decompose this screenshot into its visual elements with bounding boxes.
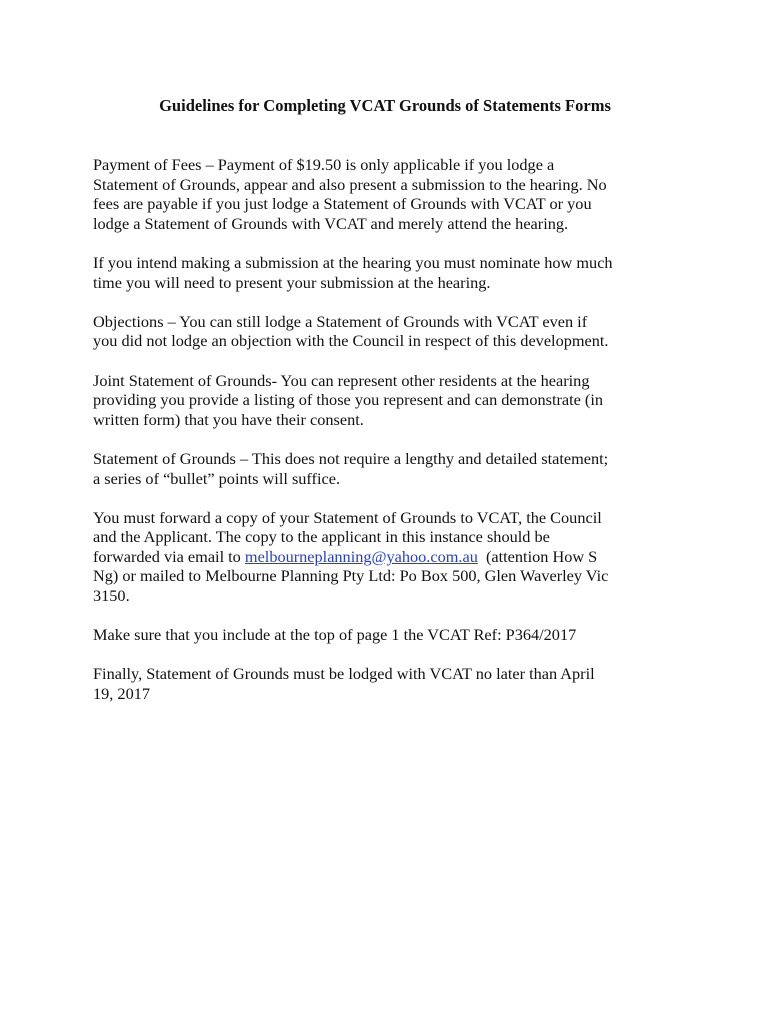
forward-line-3-after: (attention How S [477,546,598,566]
forward-paragraph [93,508,693,606]
fees-line-4: lodge a Statement of Grounds with VCAT and merely attend the hearing. [93,213,569,233]
forward-line-2: and the Applicant. The copy to the applicant in this instance should be [93,527,550,547]
objections-line-1: Objections – You can still lodge a Statement of Grounds with VCAT even if [93,311,588,331]
fees-paragraph [93,155,693,233]
fees-line-3: fees are payable if you just lodge a Statement of Grounds with VCAT or you [93,194,592,214]
reference-paragraph [93,625,693,645]
joint-paragraph [93,371,693,430]
forward-line-1: You must forward a copy of your Statement of Grounds to VCAT, the Council [93,507,602,527]
joint-line-2: providing you provide a listing of those you represent and can demonstrate (in [93,390,604,410]
submission-paragraph [93,253,693,292]
statement-line-1: Statement of Grounds – This does not require a lengthy and detailed statement; [93,448,609,468]
objections-paragraph [93,312,693,351]
submission-line-2: time you will need to present your submission at the hearing. [93,272,491,292]
joint-line-3: written form) that you have their consent. [93,409,364,429]
joint-line-1: Joint Statement of Grounds- You can represent other residents at the hearing [93,370,590,390]
fees-line-2: Statement of Grounds, appear and also present a submission to the hearing. No [93,174,607,194]
email-link[interactable]: melbourneplanning@yahoo.com.au [244,546,478,566]
deadline-line-2: 19, 2017 [93,684,150,704]
document-body [93,155,693,723]
objections-line-2: you did not lodge an objection with the Council in respect of this development. [93,331,609,351]
reference-line: Make sure that you include at the top of page 1 the VCAT Ref: P364/2017 [93,625,577,645]
forward-line-4: Ng) or mailed to Melbourne Planning Pty Ltd: Po Box 500, Glen Waverley Vic [93,566,609,586]
deadline-paragraph [93,664,693,703]
forward-line-3-before: forwarded via email to [93,546,245,566]
fees-line-1: Payment of Fees – Payment of $19.50 is only applicable if you lodge a [93,155,555,174]
deadline-line-1: Finally, Statement of Grounds must be lodged with VCAT no later than April [93,664,595,684]
statement-paragraph [93,449,693,488]
forward-line-3 [93,547,597,566]
submission-line-1: If you intend making a submission at the hearing you must nominate how much [93,252,613,272]
document-title: Guidelines for Completing VCAT Grounds of Statements Forms [159,96,611,115]
forward-line-5: 3150. [93,586,130,606]
statement-line-2: a series of “bullet” points will suffice. [93,468,341,488]
